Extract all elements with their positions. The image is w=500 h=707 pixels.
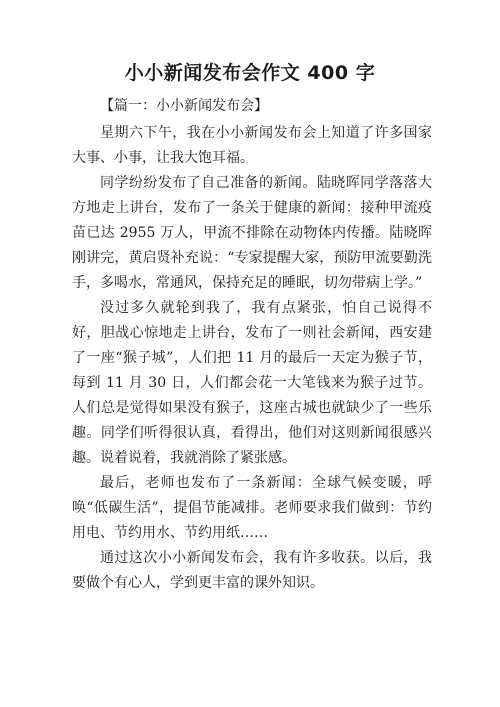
section-heading: 【篇一：小小新闻发布会】 — [100, 98, 268, 114]
document-body — [72, 94, 432, 596]
paragraph: 同学纷纷发布了自己准备的新闻。陆晓晖同学落落大方地走上讲台，发布了一条关于健康的新闻：接种甲流疫苗已达 2955 万人，甲流不排除在动物体内传播。陆晓晖刚讲完，黄启贤补充说：“专家提醒大家，预防甲流要勤洗手，多喝水，常通风，保持充足的睡眠，切勿带病上学。” — [72, 175, 432, 291]
paragraph: 没过多久就轮到我了，我有点紧张，怕自己说得不好，胆战心惊地走上讲台，发布了一则社会新闻，西安建了一座“猴子城”，人们把 11 月的最后一天定为猴子节，每到 11 月 30 日，人们都会花一大笔钱来为猴子过节。人们总是觉得如果没有猴子，这座古城也就缺少了一些乐趣。同学们听得很认真，看得出，他们对这则新闻很感兴趣。说着说着，我就消除了紧张感。 — [72, 300, 432, 466]
paragraph: 最后，老师也发布了一条新闻：全球气候变暖，呼唤“低碳生活”，提倡节能减排。老师要求我们做到：节约用电、节约用水、节约用纸…… — [72, 475, 432, 541]
paragraph: 星期六下午，我在小小新闻发布会上知道了许多国家大事、小事，让我大饱耳福。 — [72, 125, 432, 166]
paragraph: 通过这次小小新闻发布会，我有许多收获。以后，我要做个有心人，学到更丰富的课外知识。 — [72, 550, 432, 591]
document-title: 小小新闻发布会作文 400 字 — [124, 62, 376, 84]
